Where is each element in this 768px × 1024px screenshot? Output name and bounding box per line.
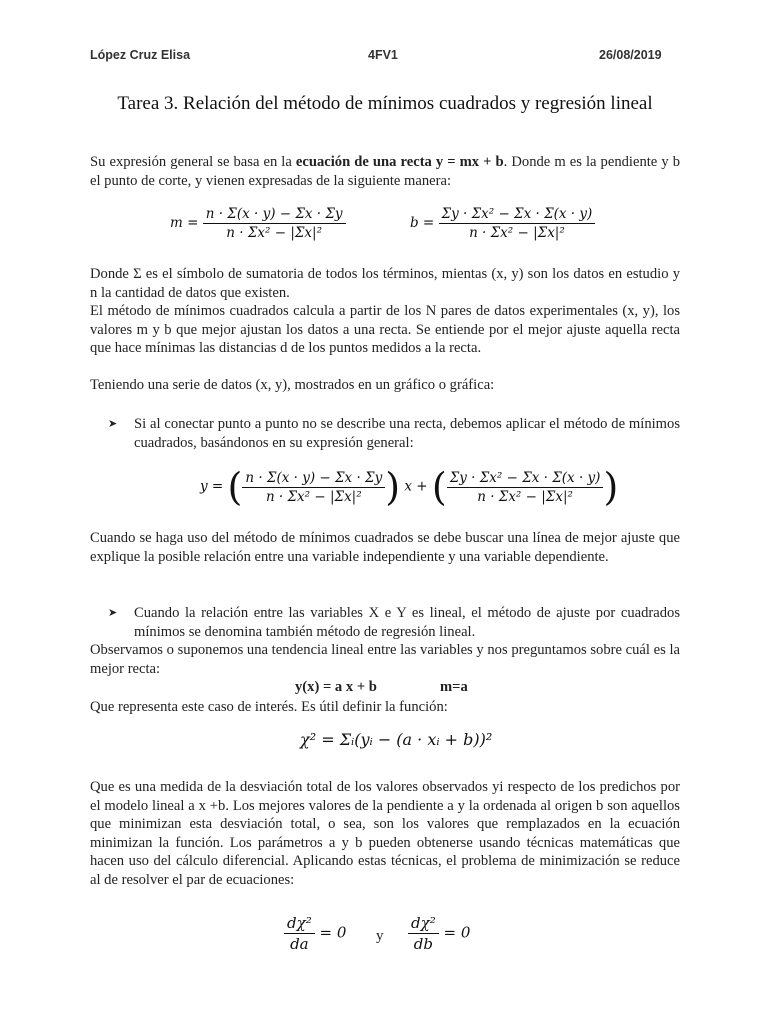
bullet-item-2: ➤ Cuando la relación entre las variables X e Y es lineal, el método de ajuste por cuadrados mínimos se denomina también método de regresión lineal.	[108, 605, 680, 640]
formula-chi-square: χ² = Σᵢ(yᵢ − (a · xᵢ + b))²	[300, 730, 493, 749]
formula-derivative-a: $\frac{\text{dχ²}}{da}$ = 0	[284, 914, 346, 953]
formula-b: b = $\frac{\text{Σy · Σx² − Σx · Σ(x · y)}}{\text{n · Σx² − |Σx|²}}$	[410, 206, 595, 241]
page-title: Tarea 3. Relación del método de mínimos cuadrados y regresión lineal	[117, 93, 653, 114]
formula-derivative-b: $\frac{\text{dχ²}}{db}$ = 0	[408, 914, 470, 953]
header-date: 26/08/2019	[599, 48, 662, 62]
bullet-arrow-icon: ➤	[108, 607, 118, 619]
derivative-conjunction: y	[376, 928, 384, 944]
slope-equation: m=a	[440, 679, 468, 695]
intro-bold: ecuación de una recta y = mx + b	[295, 154, 504, 170]
paragraph-best-fit: Cuando se haga uso del método de mínimos cuadrados se debe buscar una línea de mejor ajuste que explique la posible relación entre una variable independiente y una variable dependiente.	[90, 530, 680, 565]
formula-m: m = $\frac{n \cdot \Sigma(x \cdot y) - \Sigma x \cdot \Sigma y}{\text{n · Σx² − |Σx|²}}$	[170, 206, 346, 241]
header-author: López Cruz Elisa	[90, 48, 191, 62]
formula-general: y = ( $\frac{n \cdot \Sigma(x \cdot y) - \Sigma x \cdot \Sigma y}{\text{n · Σx² − |Σx|²}}$ ) x + ( $\frac{\text{Σy · Σx² − Σx · Σ(x · y)}}{\text{n · Σx² − |Σx|²}}$ )	[200, 465, 619, 509]
paragraph-data-series: Teniendo una serie de datos (x, y), mostrados en un gráfico o gráfica:	[90, 377, 495, 393]
paragraph-function: Que representa este caso de interés. Es útil definir la función:	[90, 699, 448, 715]
line-equation: y(x) = a x + b	[295, 679, 377, 695]
intro-paragraph: Su expresión general se basa en la ecuación de una recta y = mx + b. Donde m es la pendiente y b el punto de corte, y vienen expresadas de la siguiente manera:	[90, 154, 680, 189]
bullet-item-1: ➤ Si al conectar punto a punto no se describe una recta, debemos aplicar el método de mínimos cuadrados, basándonos en su expresión general:	[108, 416, 680, 451]
paragraph-deviation: Que es una medida de la desviación total de los valores observados yi respecto de los predichos por el modelo lineal a x +b. Los mejores valores de la pendiente a y la ordenada al origen b son aquellos que minimizan esta desviación total, o sea, son los valores que remplazados en la ecuación minimizan la función. Los parámetros a y b pueden obtenerse usando técnicas matemáticas que hacen uso del cálculo diferencial. Aplicando estas técnicas, el problema de minimización se reduce al de resolver el par de ecuaciones:	[90, 779, 680, 888]
paragraph-method: El método de mínimos cuadrados calcula a partir de los N pares de datos experimentales (x, y), los valores m y b que mejor ajustan los datos a una recta. Se entiende por el mejor ajuste aquella recta que hace mínimas las distancias d de los puntos medidos a la recta.	[90, 303, 680, 356]
bullet-arrow-icon: ➤	[108, 418, 118, 430]
header-group: 4FV1	[368, 48, 398, 62]
paragraph-trend: Observamos o suponemos una tendencia lineal entre las variables y nos preguntamos sobre cuál es la mejor recta:	[90, 642, 680, 677]
paragraph-summation: Donde Σ es el símbolo de sumatoria de todos los términos, mientas (x, y) son los datos en estudio y n la cantidad de datos que existen.	[90, 266, 680, 301]
